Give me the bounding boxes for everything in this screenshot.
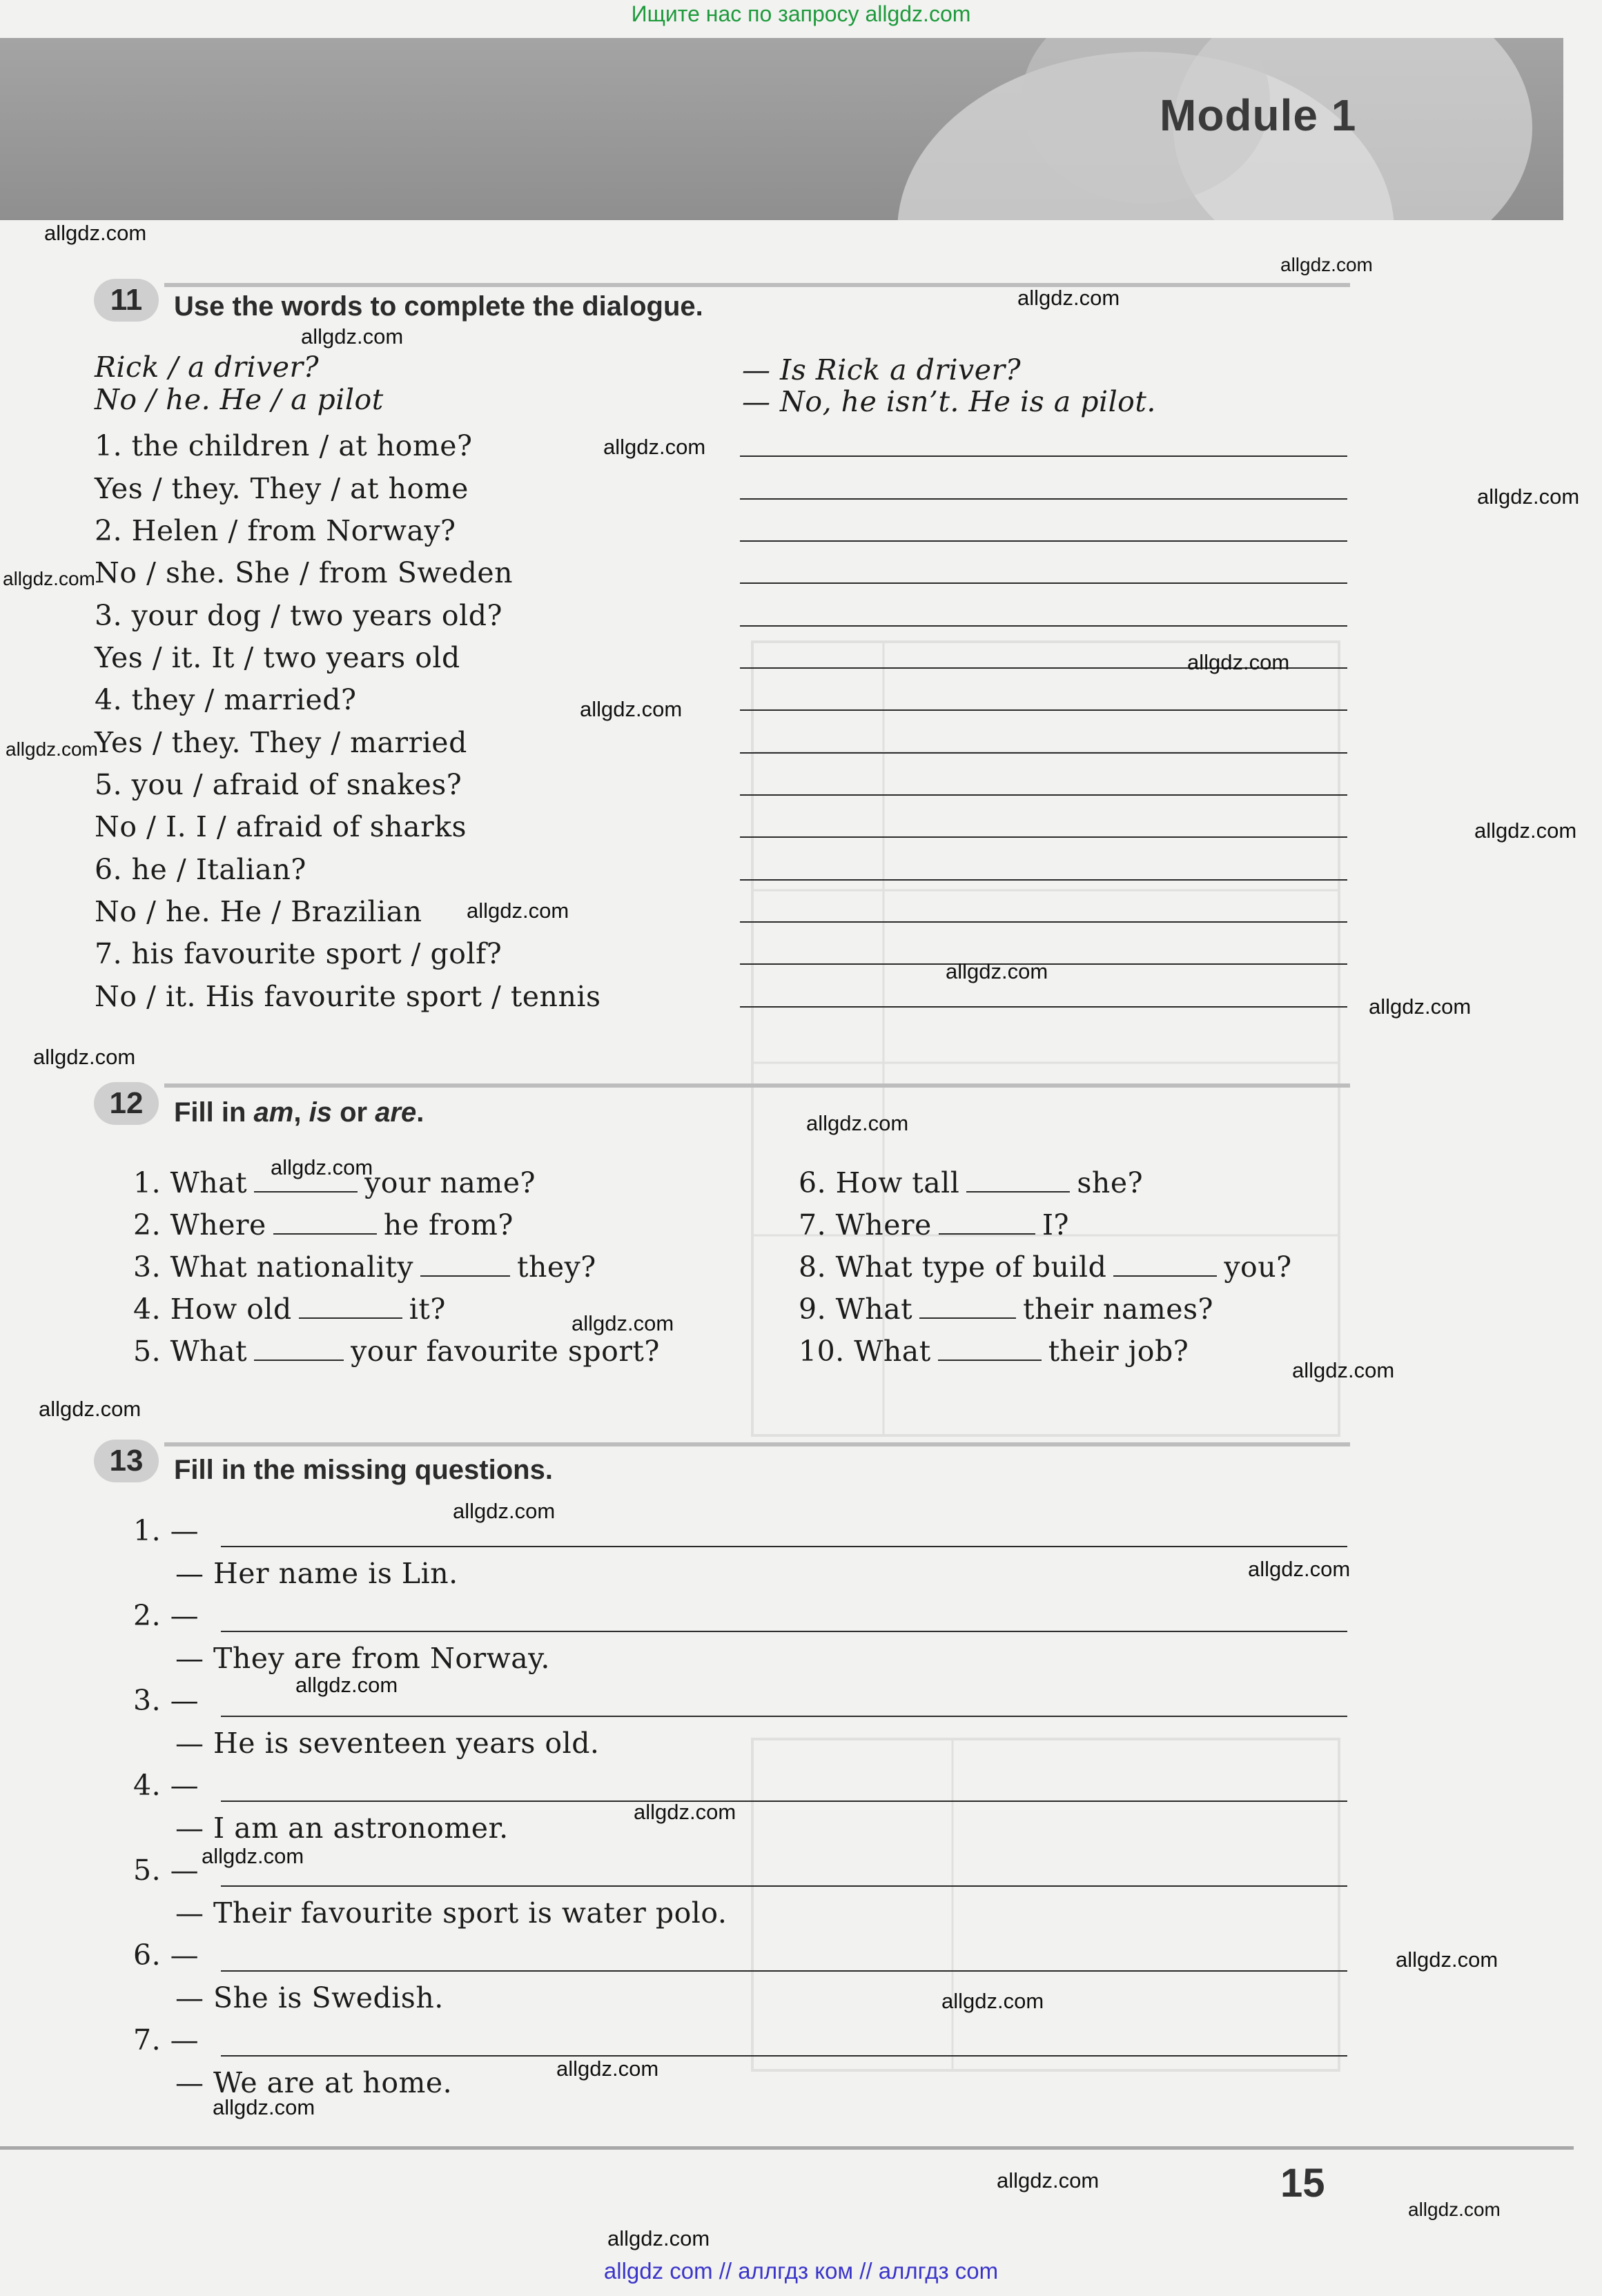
answer-blank[interactable]	[938, 1359, 1042, 1361]
watermark-text: allgdz.com	[33, 1045, 136, 1069]
watermark-text: allgdz.com	[295, 1673, 398, 1697]
answer-blank[interactable]	[740, 921, 1347, 923]
answer-blank[interactable]	[254, 1359, 344, 1361]
question-blank[interactable]	[221, 1546, 1347, 1547]
answer-blank[interactable]	[1113, 1275, 1217, 1277]
given-answer: — She is Swedish.	[175, 1981, 444, 2014]
answer-blank[interactable]	[273, 1233, 377, 1235]
question-blank[interactable]	[221, 1970, 1347, 1972]
watermark-text: allgdz.com	[1369, 994, 1472, 1019]
exercise-11-badge: 11	[94, 279, 159, 322]
answer-blank[interactable]	[740, 625, 1347, 627]
answer-blank[interactable]	[966, 1190, 1070, 1193]
exercise-11-title: Use the words to complete the dialogue.	[174, 291, 703, 322]
answer-blank[interactable]	[939, 1233, 1035, 1235]
exercise-13-rule	[164, 1442, 1350, 1446]
watermark-text: allgdz.com	[634, 1800, 736, 1824]
answer-blank[interactable]	[740, 879, 1347, 881]
question-blank[interactable]	[221, 1716, 1347, 1717]
prompt-line: 6. he / Italian?	[95, 853, 306, 886]
module-title: Module 1	[1160, 90, 1357, 140]
watermark-text: allgdz.com	[3, 568, 95, 589]
given-answer: — He is seventeen years old.	[175, 1727, 600, 1760]
watermark-text: allgdz.com	[1396, 1947, 1498, 1972]
exercise-11-rule	[164, 283, 1350, 287]
watermark-text: allgdz.com	[997, 2168, 1100, 2192]
given-answer: — Her name is Lin.	[175, 1557, 458, 1590]
watermark-text: allgdz.com	[603, 435, 706, 459]
watermark-text: allgdz.com	[1017, 286, 1120, 310]
watermark-text: allgdz.com	[202, 1844, 304, 1868]
watermark-text: allgdz.com	[1477, 484, 1580, 509]
watermark-text: allgdz.com	[946, 959, 1048, 983]
prompt-line: 1. the children / at home?	[95, 429, 473, 462]
watermark-text: allgdz.com	[1280, 254, 1373, 275]
answer-blank[interactable]	[740, 455, 1347, 457]
answer-blank[interactable]	[740, 1006, 1347, 1008]
watermark-text: allgdz.com	[271, 1155, 373, 1179]
prompt-line: 5. you / afraid of snakes?	[95, 768, 462, 801]
watermark-text: allgdz.com	[1187, 650, 1290, 674]
watermark-text: allgdz.com	[1474, 818, 1577, 843]
fill-item: 4. How old it?	[133, 1293, 446, 1326]
watermark-text: allgdz.com	[301, 324, 404, 349]
question-number: 1. —	[133, 1514, 199, 1547]
fill-item: 6. How tall she?	[799, 1166, 1144, 1199]
question-number: 3. —	[133, 1684, 199, 1717]
answer-blank[interactable]	[740, 836, 1347, 838]
exercise-12-title: Fill in am, is or are.	[174, 1097, 424, 1128]
watermark-text: allgdz.com	[1248, 1557, 1351, 1581]
exercise-13-badge: 13	[94, 1440, 159, 1482]
question-blank[interactable]	[221, 1801, 1347, 1802]
exercise-12-rule	[164, 1083, 1350, 1088]
answer-blank[interactable]	[740, 540, 1347, 542]
fill-item: 9. What their names?	[799, 1293, 1214, 1326]
prompt-line: 3. your dog / two years old?	[95, 599, 502, 632]
question-number: 4. —	[133, 1769, 199, 1802]
answer-blank[interactable]	[299, 1317, 402, 1319]
prompt-line: Yes / they. They / at home	[95, 472, 469, 505]
prompt-line: Yes / it. It / two years old	[95, 641, 460, 674]
fill-item: 5. What your favourite sport?	[133, 1335, 660, 1368]
example-answer: — No, he isn’t. He is a pilot.	[742, 385, 1156, 418]
watermark-text: allgdz.com	[572, 1311, 674, 1335]
example-prompt: Rick / a driver?	[95, 351, 320, 384]
given-answer: — They are from Norway.	[175, 1642, 550, 1675]
answer-blank[interactable]	[740, 498, 1347, 500]
given-answer: — Their favourite sport is water polo.	[175, 1896, 727, 1930]
watermark-text: allgdz.com	[467, 899, 569, 923]
answer-blank[interactable]	[740, 582, 1347, 584]
answer-blank[interactable]	[740, 709, 1347, 711]
fill-item: 10. What their job?	[799, 1335, 1189, 1368]
fill-item: 7. Where I?	[799, 1208, 1070, 1242]
question-number: 2. —	[133, 1599, 199, 1632]
prompt-line: No / it. His favourite sport / tennis	[95, 980, 601, 1013]
watermark-text: allgdz.com	[39, 1397, 141, 1421]
bottom-links[interactable]: allgdz com // аллгдз ком // аллгдз com	[603, 2258, 999, 2284]
question-number: 7. —	[133, 2023, 199, 2057]
watermark-text: allgdz.com	[1408, 2199, 1501, 2220]
watermark-text: allgdz.com	[556, 2057, 659, 2081]
fill-item: 2. Where he from?	[133, 1208, 514, 1242]
top-banner-link[interactable]: Ищите нас по запросу allgdz.com	[631, 1, 971, 26]
fill-item: 8. What type of build you?	[799, 1250, 1292, 1284]
fill-item: 3. What nationality they?	[133, 1250, 596, 1284]
given-answer: — I am an astronomer.	[175, 1812, 509, 1845]
exercise-12-badge: 12	[94, 1082, 159, 1125]
watermark-text: allgdz.com	[44, 221, 147, 245]
example-answer: — Is Rick a driver?	[742, 353, 1022, 386]
answer-blank[interactable]	[740, 794, 1347, 796]
exercise-13-title: Fill in the missing questions.	[174, 1455, 553, 1485]
prompt-line: No / she. She / from Sweden	[95, 556, 514, 589]
answer-blank[interactable]	[919, 1317, 1016, 1319]
prompt-line: 7. his favourite sport / golf?	[95, 937, 502, 970]
watermark-text: allgdz.com	[6, 738, 98, 760]
question-blank[interactable]	[221, 1631, 1347, 1632]
prompt-line: No / he. He / Brazilian	[95, 895, 422, 928]
answer-blank[interactable]	[420, 1275, 510, 1277]
watermark-text: allgdz.com	[941, 1989, 1044, 2013]
example-prompt: No / he. He / a pilot	[95, 383, 384, 416]
question-blank[interactable]	[221, 1885, 1347, 1887]
question-blank[interactable]	[221, 2055, 1347, 2057]
prompt-line: Yes / they. They / married	[95, 726, 467, 759]
prompt-line: 4. they / married?	[95, 683, 357, 716]
prompt-line: 2. Helen / from Norway?	[95, 514, 456, 547]
watermark-text: allgdz.com	[213, 2095, 315, 2119]
question-number: 6. —	[133, 1939, 199, 1972]
watermark-text: allgdz.com	[453, 1499, 556, 1523]
fill-item: 1. What your name?	[133, 1166, 536, 1199]
watermark-text: allgdz.com	[806, 1111, 909, 1135]
watermark-text: allgdz.com	[1292, 1358, 1395, 1382]
answer-blank[interactable]	[740, 752, 1347, 754]
watermark-text: allgdz.com	[580, 697, 683, 721]
question-number: 5. —	[133, 1854, 199, 1887]
footer-rule	[0, 2146, 1574, 2150]
page-number: 15	[1280, 2161, 1325, 2206]
show-through-table	[745, 269, 1346, 2132]
given-answer: — We are at home.	[175, 2066, 453, 2099]
watermark-text: allgdz.com	[607, 2226, 710, 2250]
prompt-line: No / I. I / afraid of sharks	[95, 810, 467, 843]
answer-blank[interactable]	[254, 1190, 358, 1193]
